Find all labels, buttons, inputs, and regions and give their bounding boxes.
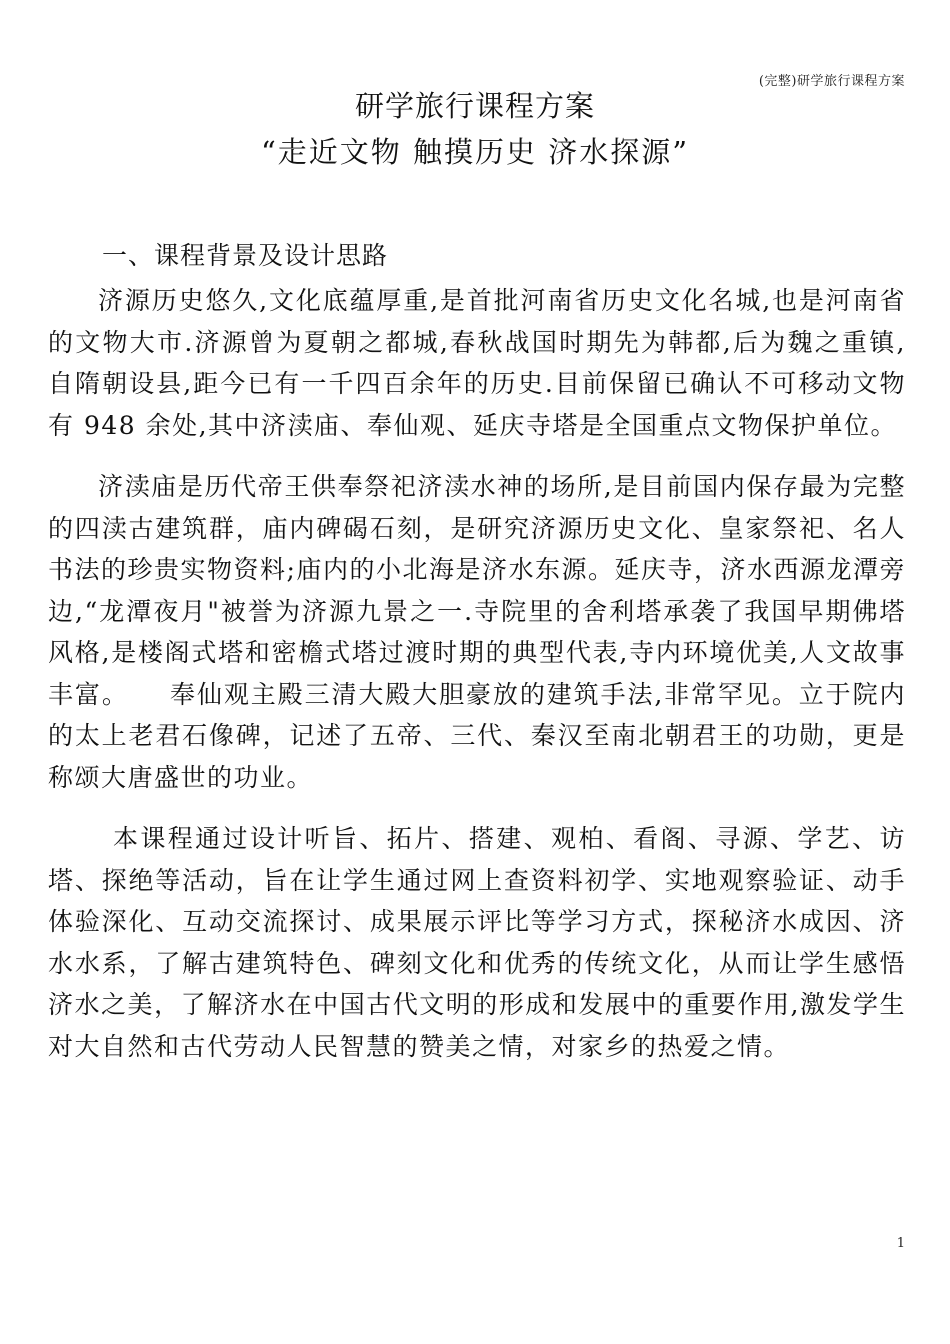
document-subtitle: “走近文物 触摸历史 济水探源” <box>260 135 690 169</box>
page-number: 1 <box>896 1236 905 1251</box>
document-title: 研学旅行课程方案 <box>354 89 595 123</box>
paragraph-sites: 济渎庙是历代帝王供奉祭祀济渎水神的场所,是目前国内保存最为完整的四渎古建筑群，庙内碑碣石刻，是研究济源历史文化、皇家祭祀、名人书法的珍贵实物资料;庙内的小北海是济水东源。延庆寺，济水西源龙潭旁边,“龙潭夜月"被誉为济源九景之一.寺院里的舍利塔承袭了我国早期佛塔风格,是楼阁式塔和密檐式塔过渡时期的典型代表,寺内环境优美,人文故事丰富。 奉仙观主殿三清大殿大胆豪放的建筑手法,非常罕见。立于院内的太上老君石像碑，记述了五帝、三代、秦汉至南北朝君王的功勋，更是称颂大唐盛世的功业。 <box>48 472 906 792</box>
document-body <box>48 238 906 1089</box>
paragraph-course-design: 本课程通过设计听旨、拓片、搭建、观柏、看阁、寻源、学艺、访塔、探绝等活动，旨在让学生通过网上查资料初学、实地观察验证、动手体验深化、互动交流探讨、成果展示评比等学习方式，探秘济水成因、济水水系，了解古建筑特色、碑刻文化和优秀的传统文化，从而让学生感悟济水之美，了解济水在中国古代文明的形成和发展中的重要作用,激发学生对大自然和古代劳动人民智慧的赞美之情，对家乡的热爱之情。 <box>48 824 906 1061</box>
section-heading: 一、课程背景及设计思路 <box>102 241 389 270</box>
paragraph-history: 济源历史悠久,文化底蕴厚重,是首批河南省历史文化名城,也是河南省的文物大市.济源曾为夏朝之都城,春秋战国时期先为韩都,后为魏之重镇,自隋朝设县,距今已有一千四百余年的历史.目前保留已确认不可移动文物有 948 余处,其中济渎庙、奉仙观、延庆寺塔是全国重点文物保护单位。 <box>48 286 906 440</box>
running-header: (完整)研学旅行课程方案 <box>758 74 905 89</box>
